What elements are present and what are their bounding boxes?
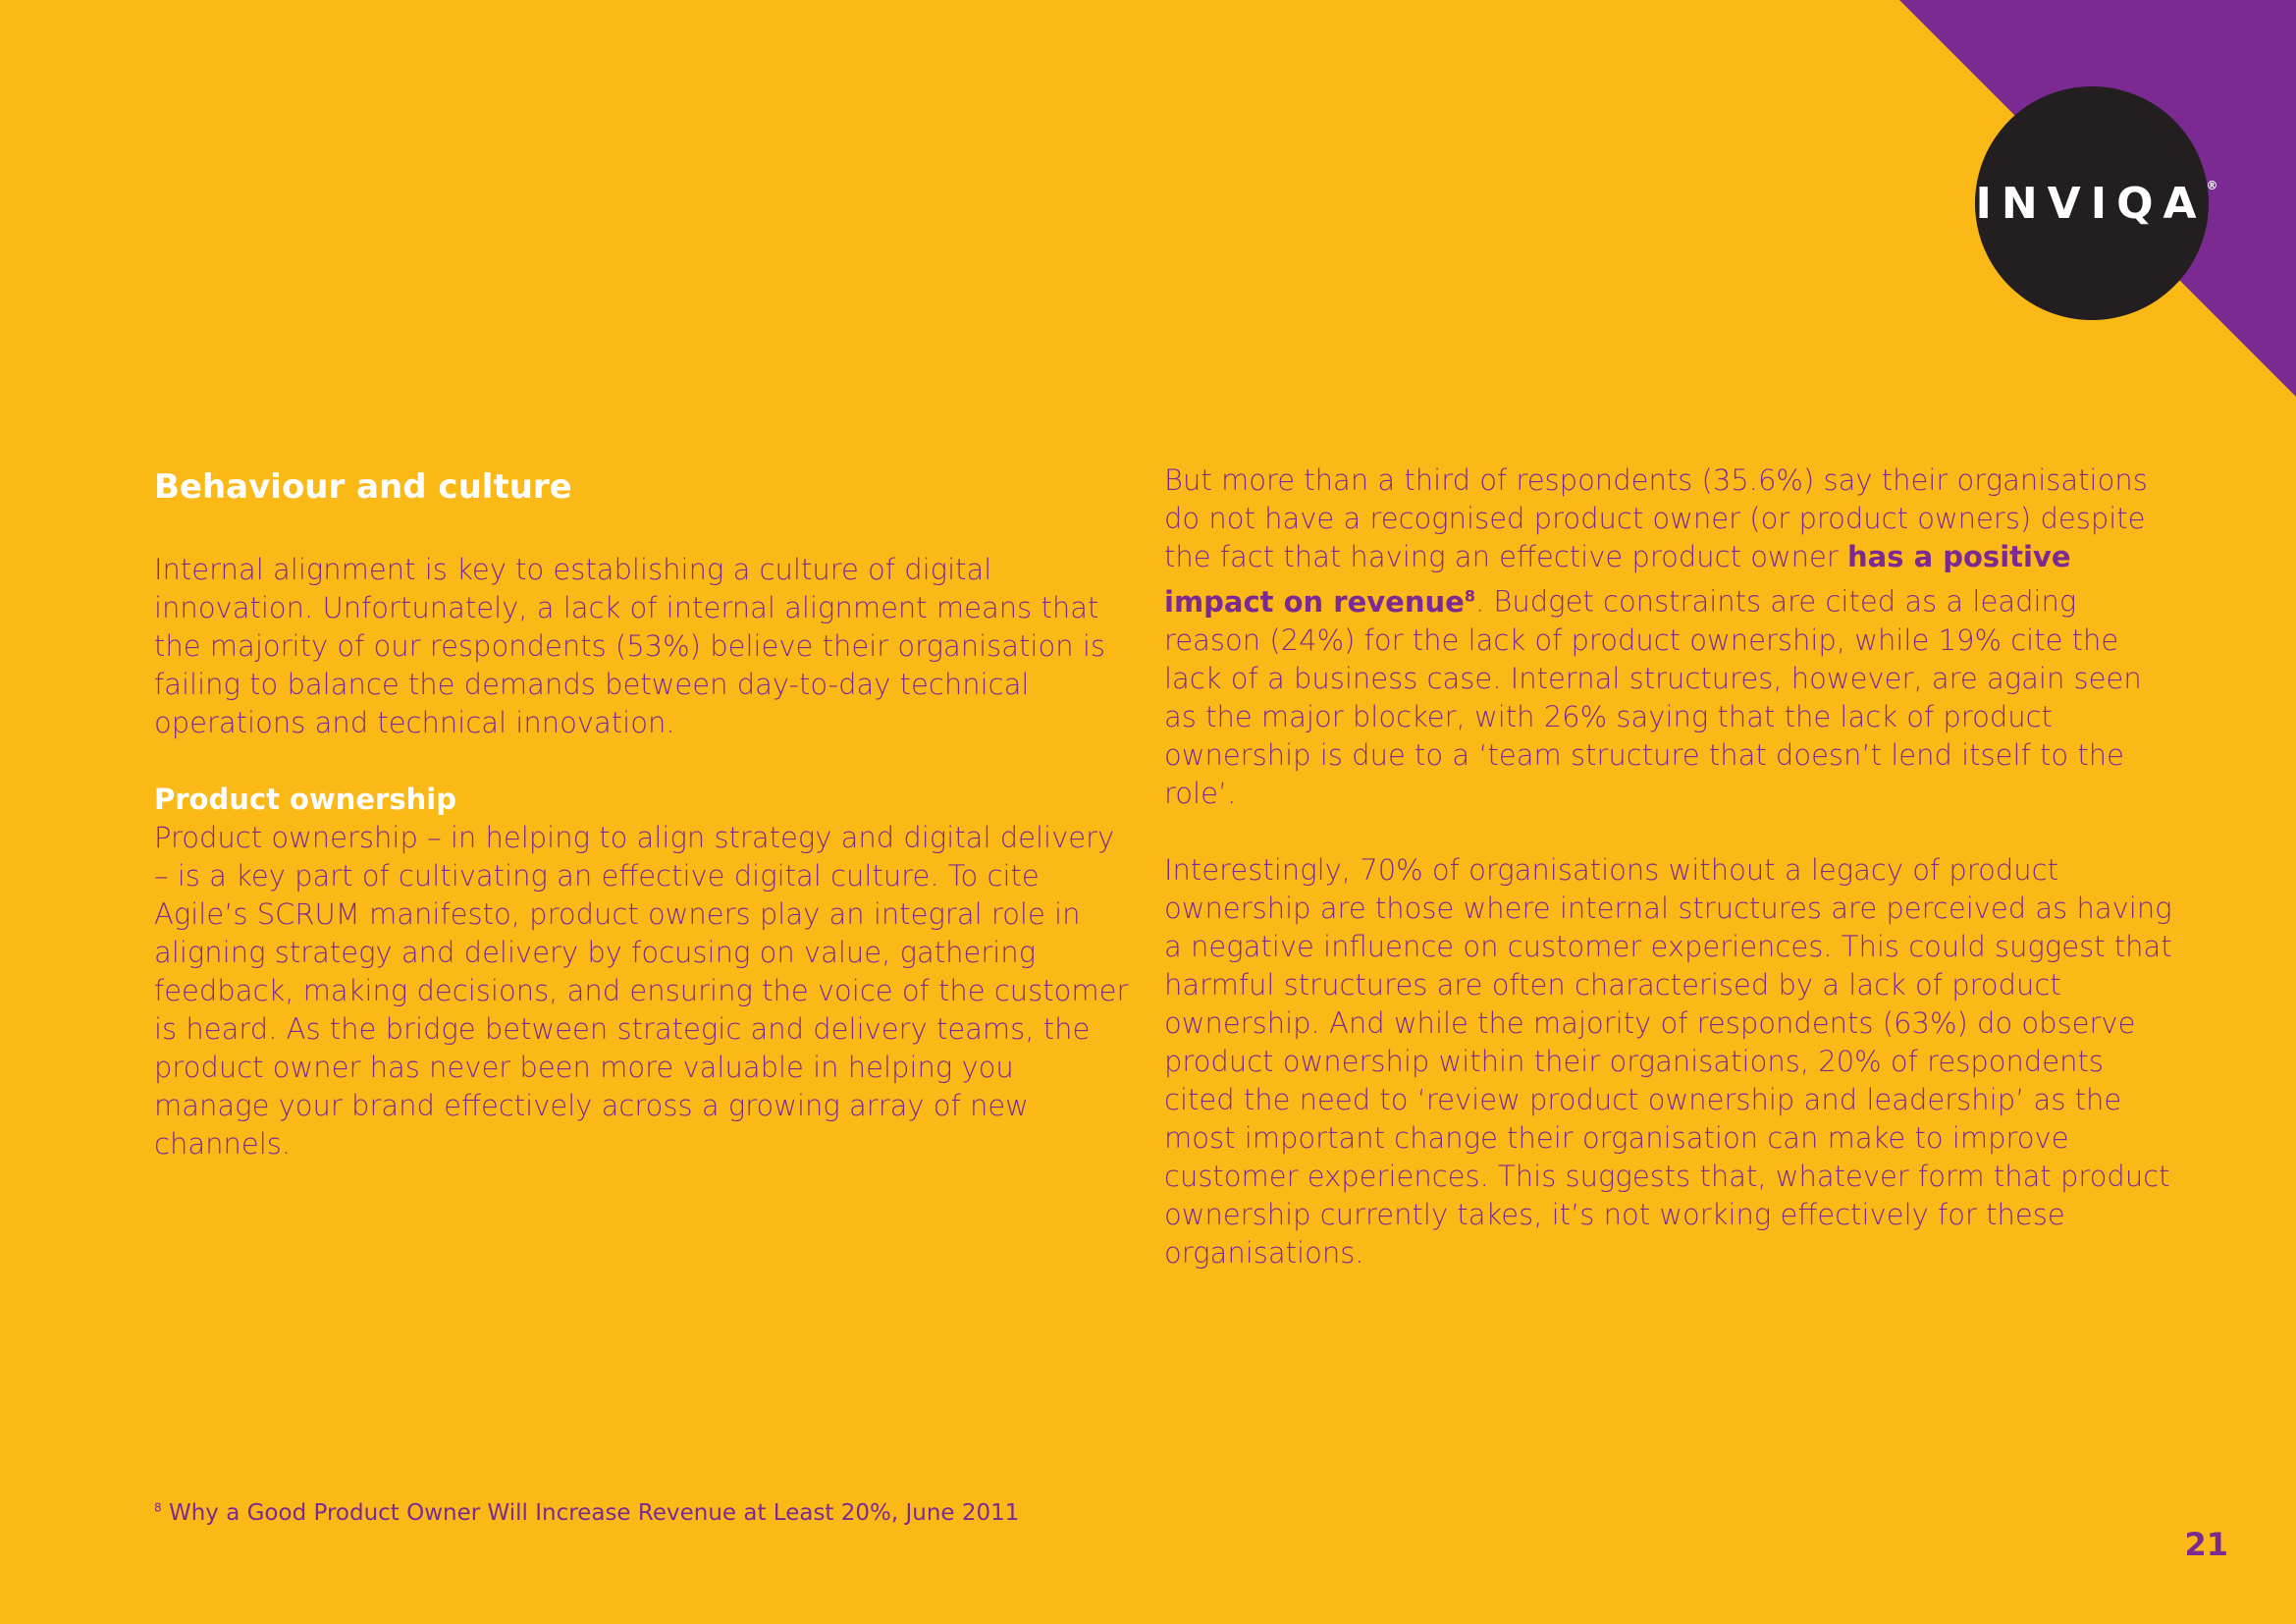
paragraph-product-ownership: Product ownership – in helping to align strategy and digital delivery – is a key part of cultivating an effective digital culture. To cite Agile’s SCRUM manifesto, product owners play an integral role in aligning strategy and delivery by focusing on value, gathering feedback, making decisions, and ensuring the voice of the customer is heard. As the bridge between strategic and delivery teams, the product owner has never been more valuable in helping you manage your brand effectively across a growing array of new channels.	[154, 821, 1129, 1161]
page-number: 21	[2184, 1526, 2228, 1563]
subheading-product-ownership: Product ownership	[154, 783, 456, 816]
paragraph-interestingly: Interestingly, 70% of organisations without a legacy of product ownership are those where internal structures are perceived as having a negative influence on customer experiences. This could suggest that harmful structures are often characterised by a lack of product ownership. And while the majority of respondents (63%) do observe product ownership within their organisations, 20% of respondents cited the need to ‘review product ownership and leadership’ as the most important change their organisation can make to improve customer experiences. This suggests that, whatever form that product ownership currently takes, it’s not working effectively for these organisations.	[1164, 852, 2172, 1270]
left-column	[154, 461, 1136, 1164]
footnote-number: 8	[154, 1500, 162, 1515]
footnote	[154, 1500, 1019, 1526]
section-heading: Behaviour and culture	[154, 467, 572, 507]
logo-registered-mark: ®	[2206, 178, 2218, 192]
footnote-ref: 8	[1464, 586, 1475, 605]
text-run: But more than a third of respondents (35.6%) say their organisations do not have a recognised product owner (or product owners) despite the fact that having an effective product owner	[1164, 463, 2148, 573]
paragraph-respondents	[1164, 461, 2175, 813]
logo-wordmark: INVIQA	[1975, 178, 2207, 229]
logo-text	[1965, 179, 2217, 229]
paragraph-internal-alignment: Internal alignment is key to establishing a culture of digital innovation. Unfortunately, a lack of internal alignment means that the majority of our respondents (53%) believe their organisation is failing to balance the demands between day-to-day technical operations and technical innovation.	[154, 553, 1105, 739]
text-run: . Budget constraints are cited as a leading reason (24%) for the lack of product ownership, while 19% cite the lack of a business case. Internal structures, however, are again seen as the major blocker, with 26% saying that the lack of product ownership is due to a ‘team structure that doesn’t lend itself to the role’.	[1164, 584, 2142, 810]
right-column	[1164, 461, 2175, 1272]
footnote-text: Why a Good Product Owner Will Increase Revenue at Least 20%, June 2011	[161, 1500, 1020, 1526]
highlight-text: has a positive impact on revenue	[1164, 540, 2071, 619]
inviqa-logo	[1975, 86, 2218, 320]
